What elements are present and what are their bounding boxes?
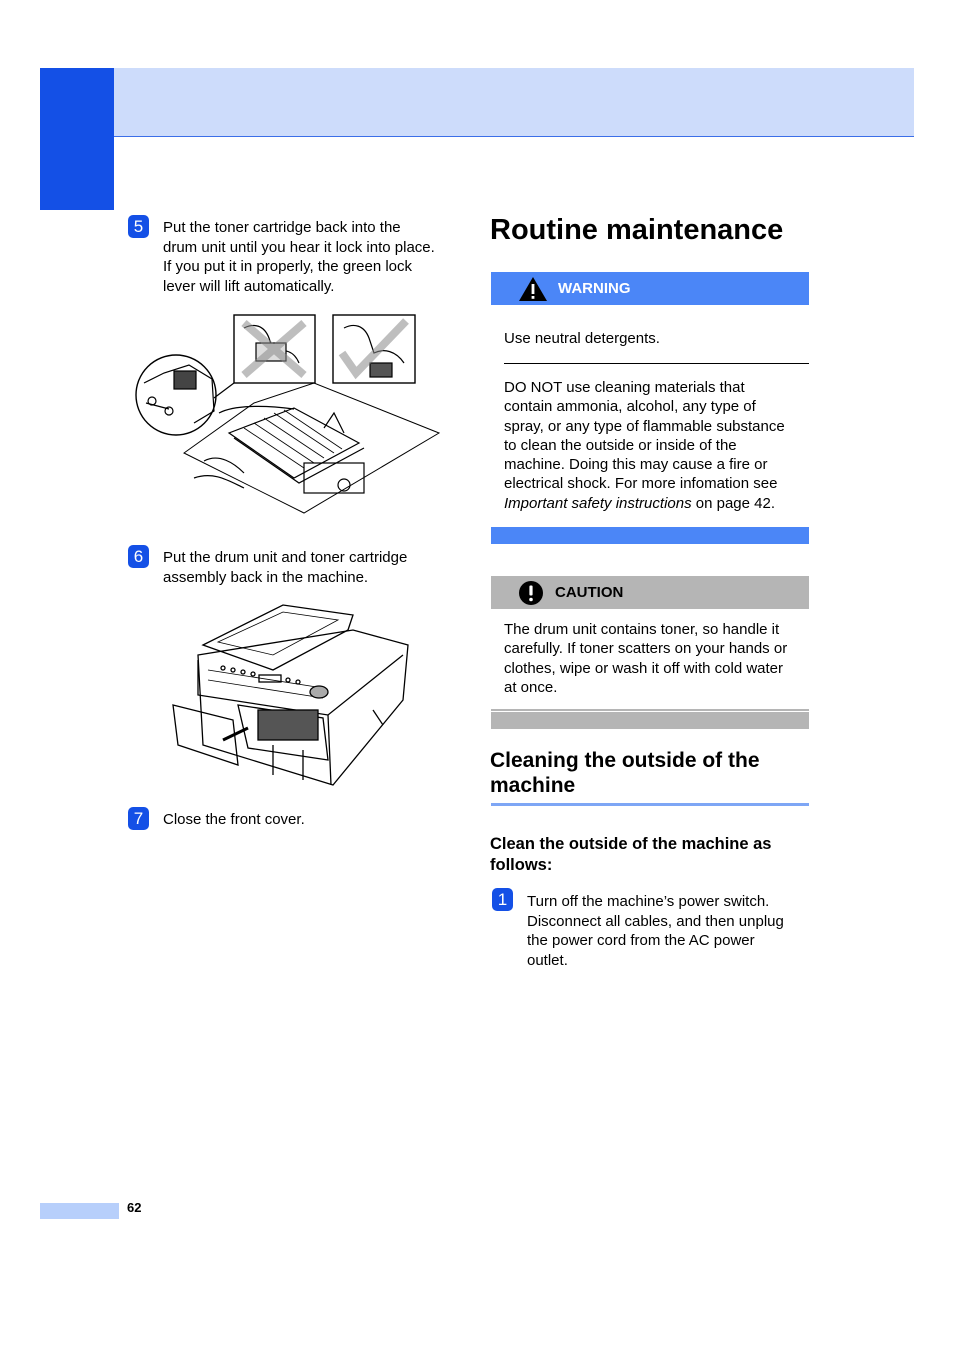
toner-drum-illustration [134,313,444,528]
step-1-text [527,892,812,970]
step-badge-6: 6 [128,545,149,568]
section-heading: Cleaning the outside of the machine [490,749,760,797]
warning-triangle-icon [518,276,548,307]
step-badge-1: 1 [492,888,513,911]
step-7-text [163,810,453,830]
step-1-line: Turn off the machine’s power switch. [527,893,770,910]
warning-reference-rest: on page 42. [691,494,776,512]
machine-illustration [163,600,413,790]
caution-footer-line [491,709,809,711]
page-number-band [40,1203,119,1219]
step-5-line: If you put it in properly, the green lock [163,258,413,275]
page-number: 62 [127,1200,142,1215]
header-band [40,68,914,137]
step-7-line: Close the front cover. [163,811,305,828]
section-heading-rule [491,803,809,806]
step-5-line: drum unit until you hear it lock into place. [163,238,435,256]
step-6-line: assembly back in the machine. [163,568,369,586]
warning-body [504,378,814,513]
warning-body-line: electrical shock. For more infomation see [504,475,778,493]
warning-reference-italic: Important safety instructions [504,494,692,512]
warning-body-line: DO NOT use cleaning materials that [504,379,745,396]
section-subheading: Clean the outside of the machine as follows: [490,835,772,874]
step-badge-5: 5 [128,215,149,238]
step-6-text [163,548,453,587]
step-5-text [163,218,453,296]
step-5-line: Put the toner cartridge back into the [163,219,401,236]
step-badge-7: 7 [128,807,149,830]
caution-line: The drum unit contains toner, so handle it [504,621,780,638]
warning-body-line: machine. Doing this may cause a fire or [504,456,768,474]
step-1-line: Disconnect all cables, and then unplug [527,912,784,930]
warning-footer-bar [491,527,809,544]
caution-exclamation-icon [519,581,543,610]
caution-footer-bar [491,712,809,729]
step-5-line: lever will lift automatically. [163,277,335,295]
warning-label: WARNING [558,280,631,297]
step-1-line: the power cord from the AC power [527,932,755,949]
caution-label: CAUTION [555,584,624,601]
caution-body [504,620,814,697]
caution-line: carefully. If toner scatters on your hands or [504,640,788,658]
warning-line1: Use neutral detergents. [504,330,660,347]
caution-line: at once. [504,678,558,696]
warning-divider [504,363,809,364]
step-6-line: Put the drum unit and toner cartridge [163,549,408,566]
warning-body-line: contain ammonia, alcohol, any type of [504,398,756,416]
caution-line: clothes, wipe or wash it off with cold water [504,659,784,677]
step-1-line: outlet. [527,951,568,969]
warning-body-line: to clean the outside or inside of the [504,436,737,454]
page-title: Routine maintenance [490,214,784,246]
warning-reference [504,494,814,513]
chapter-tab [40,68,114,210]
warning-body-line: spray, or any type of flammable substance [504,417,785,435]
